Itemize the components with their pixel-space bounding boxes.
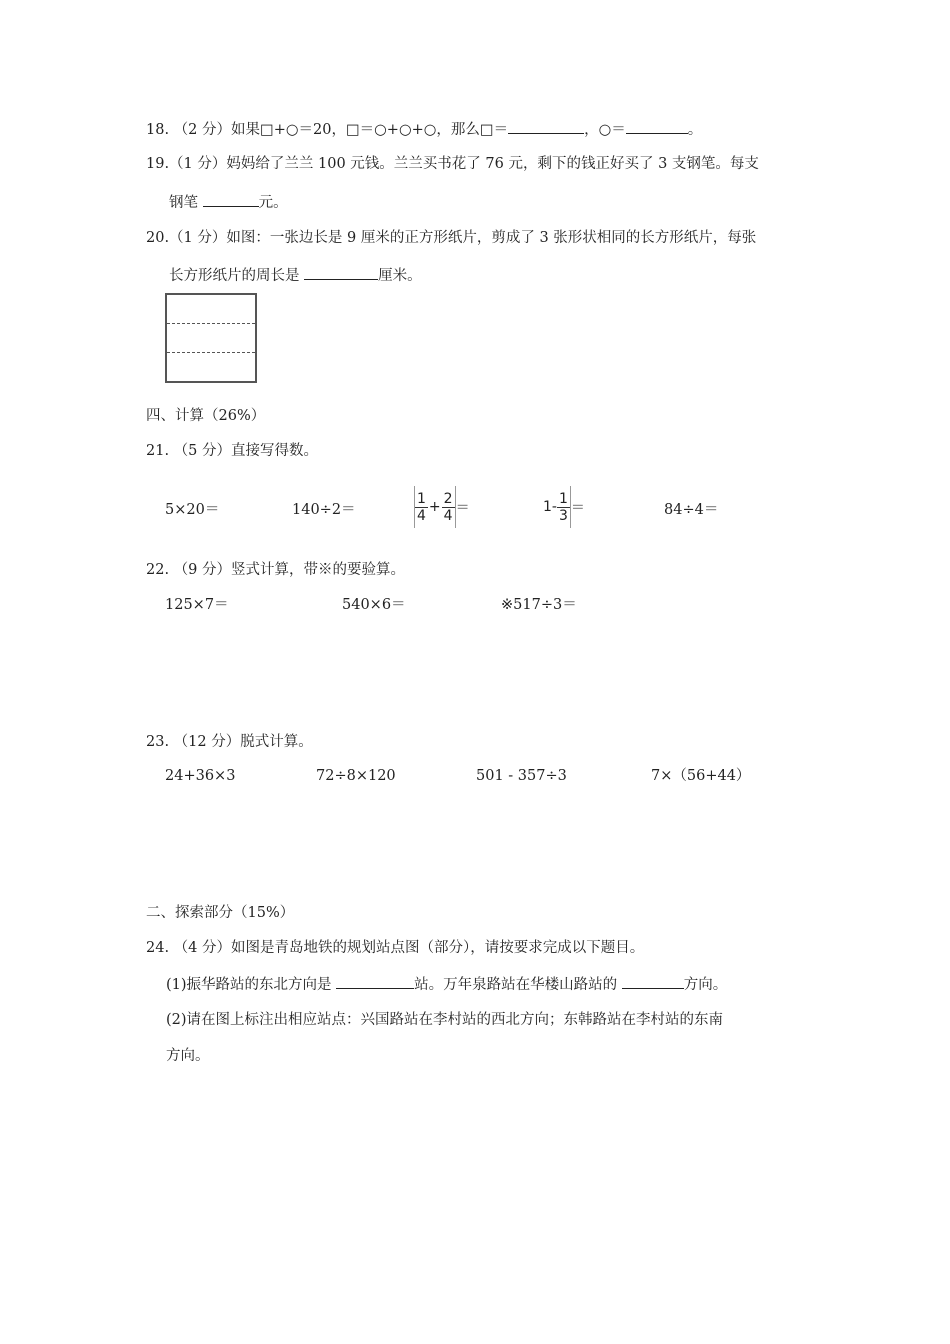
q21-item-1: 5×20＝ — [165, 502, 220, 518]
question-20-line1: 20.（1 分）如图：一张边长是 9 厘米的正方形纸片，剪成了 3 张形状相同的长方形纸片，每张 — [146, 230, 757, 246]
cut-line-2 — [167, 352, 255, 353]
q23-item-2: 72÷8×120 — [316, 768, 396, 784]
q24-p1-post: 方向。 — [683, 977, 728, 993]
q21-item-3: 84÷4＝ — [664, 502, 719, 518]
q18-blank-square[interactable] — [508, 118, 584, 134]
q19-pre: 钢笔 — [169, 195, 203, 211]
whole-minus: 1- — [543, 499, 557, 515]
q19-blank[interactable] — [203, 191, 259, 207]
q19-post: 元。 — [258, 195, 288, 211]
q20-post: 厘米。 — [378, 268, 422, 284]
question-20-line2 — [169, 264, 422, 286]
equals-sign: ＝ — [455, 500, 470, 516]
q24-blank-2[interactable] — [622, 973, 684, 989]
equals-sign: ＝ — [570, 500, 585, 516]
section-2-title: 二、探索部分（15%） — [146, 905, 295, 921]
fraction-1-4: $\frac{1}{4}$ — [417, 490, 426, 524]
q18-text: 18. （2 分）如果□+○＝20，□＝○+○+○，那么□＝ — [146, 122, 509, 138]
q22-item-1: 125×7＝ — [165, 597, 229, 613]
q23-item-3: 501 - 357÷3 — [476, 768, 567, 784]
question-22-title: 22. （9 分）竖式计算，带※的要验算。 — [146, 562, 406, 578]
q24-p1-mid: 站。万年泉路站在华楼山路站的 — [414, 977, 622, 993]
q22-item-3: ※517÷3＝ — [501, 597, 577, 613]
q21-fraction-diff — [543, 486, 585, 528]
q24-part-2-line1: (2)请在图上标注出相应站点：兴国路站在李村站的西北方向；东韩路站在李村站的东南 — [166, 1012, 724, 1028]
q23-item-1: 24+36×3 — [165, 768, 236, 784]
q20-pre: 长方形纸片的周长是 — [169, 268, 305, 284]
q24-p1-pre: (1)振华路站的东北方向是 — [166, 977, 337, 993]
q20-blank[interactable] — [304, 264, 378, 280]
question-21-title: 21. （5 分）直接写得数。 — [146, 443, 319, 459]
question-19-line2 — [169, 191, 288, 213]
cut-line-1 — [167, 323, 255, 324]
q24-blank-1[interactable] — [336, 973, 414, 989]
question-19-line1: 19.（1 分）妈妈给了兰兰 100 元钱。兰兰买书花了 76 元，剩下的钱正好买了 3 支钢笔。每支 — [146, 156, 759, 172]
q22-item-2: 540×6＝ — [342, 597, 406, 613]
q23-item-4: 7×（56+44） — [651, 768, 751, 784]
question-24-title: 24. （4 分）如图是青岛地铁的规划站点图（部分），请按要求完成以下题目。 — [146, 940, 645, 956]
q21-fraction-sum — [414, 486, 470, 528]
q18-end: 。 — [687, 122, 703, 138]
fraction-2-4: $\frac{2}{4}$ — [443, 490, 453, 524]
plus-sign: + — [428, 499, 441, 515]
section-4-title: 四、计算（26%） — [146, 408, 266, 424]
square-paper-figure — [165, 293, 257, 383]
question-18 — [146, 118, 702, 140]
question-23-title: 23. （12 分）脱式计算。 — [146, 734, 313, 750]
q18-mid: ，○＝ — [584, 122, 626, 138]
q18-blank-circle[interactable] — [626, 118, 688, 134]
q21-item-2: 140÷2＝ — [292, 502, 356, 518]
fraction-1-3: $\frac{1}{3}$ — [558, 490, 568, 524]
q24-part-2-line2: 方向。 — [166, 1048, 210, 1064]
q24-part-1 — [166, 973, 727, 995]
